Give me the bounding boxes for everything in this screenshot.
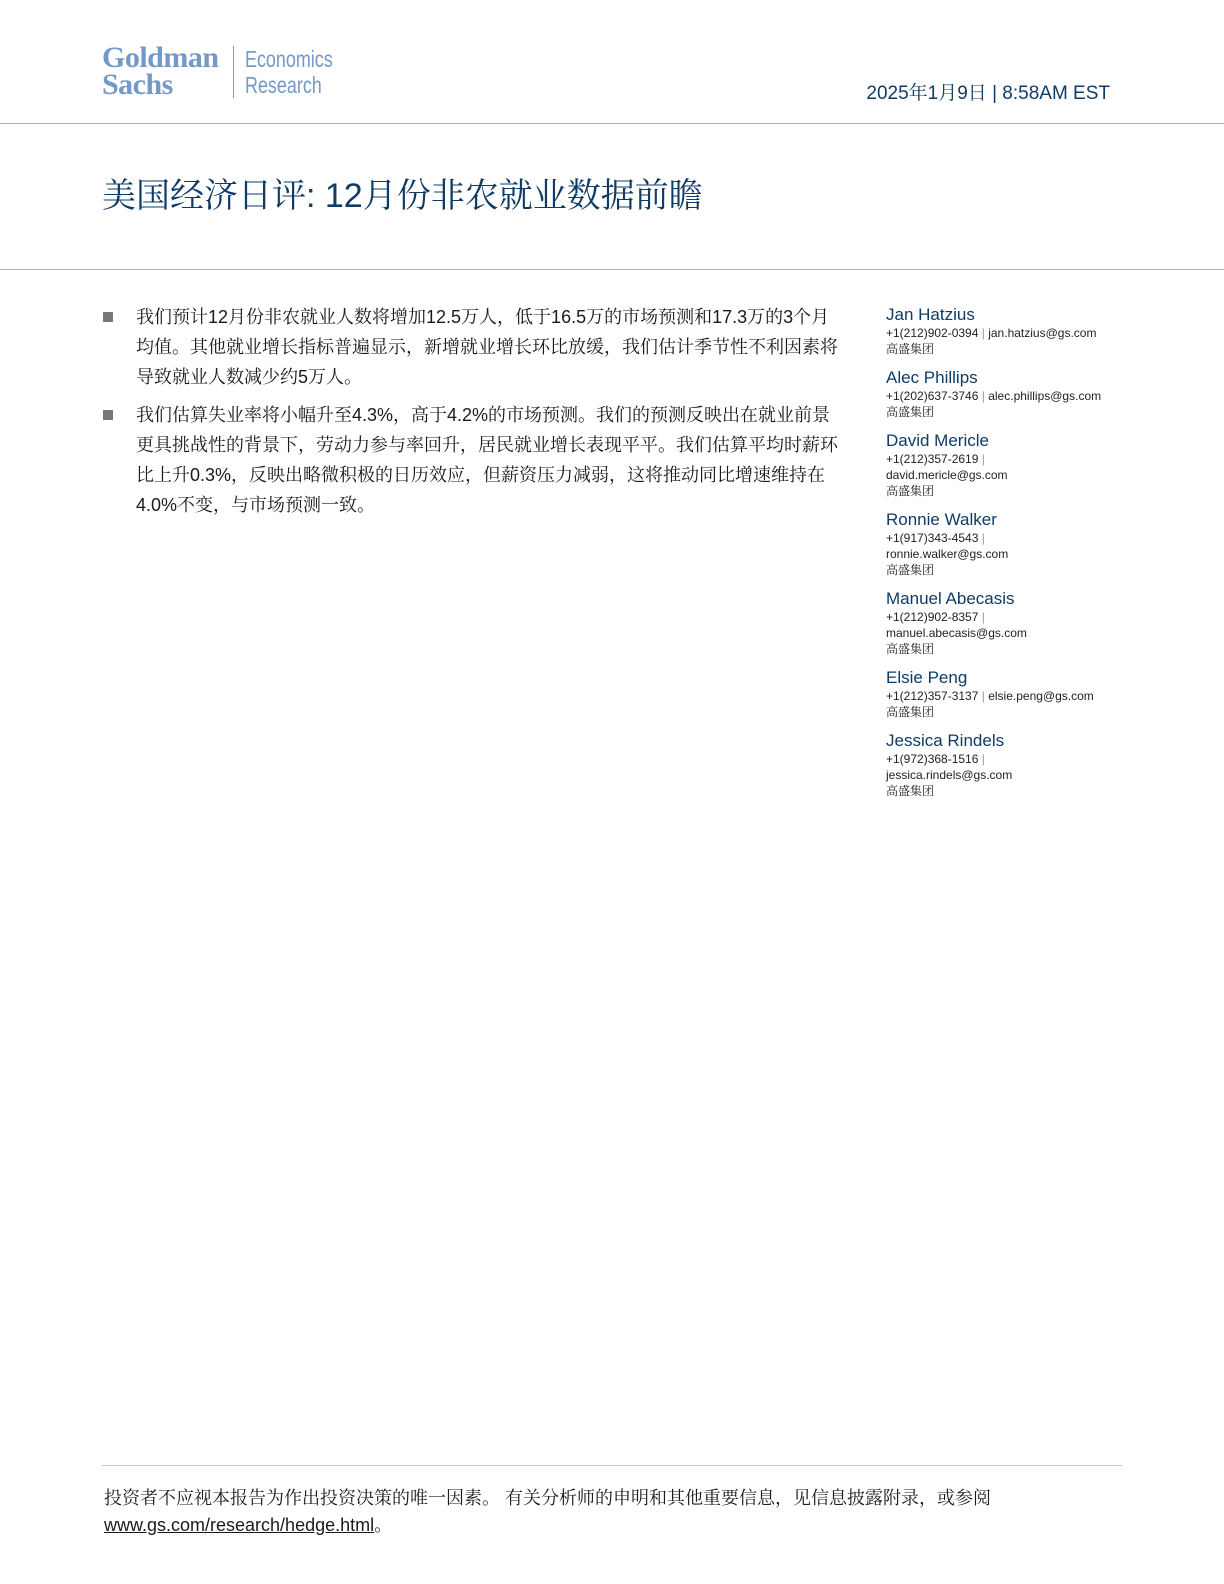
author-phone[interactable]: +1(917)343-4543 [886, 531, 979, 545]
summary-bullets [102, 302, 847, 528]
author-name[interactable]: Elsie Peng [886, 668, 968, 687]
square-bullet-icon [103, 312, 113, 322]
author-email[interactable]: manuel.abecasis@gs.com [886, 626, 1027, 640]
author-firm: 高盛集团 [886, 484, 935, 498]
author-email[interactable]: david.mericle@gs.com [886, 468, 1008, 482]
logo-line-1: Goldman [102, 41, 219, 74]
bullet-text: 我们预计12月份非农就业人数将增加12.5万人，低于16.5万的市场预测和17.3万的3个月均值。其他就业增长指标普遍显示，新增就业增长环比放缓，我们估计季节性不利因素将导致就业人数减少约5万人。 [136, 307, 838, 387]
author-firm: 高盛集团 [886, 563, 935, 577]
separator: | [978, 689, 989, 703]
author-contact [886, 589, 1126, 657]
author-email[interactable]: jessica.rindels@gs.com [886, 768, 1013, 782]
author-contact [886, 305, 1126, 357]
summary-bullet [102, 400, 847, 520]
author-firm: 高盛集团 [886, 342, 935, 356]
author-email-line [886, 767, 1126, 783]
author-contact [886, 510, 1126, 578]
author-phone[interactable]: +1(972)368-1516 [886, 752, 979, 766]
separator: | [978, 610, 985, 624]
disclosure-link[interactable]: www.gs.com/research/hedge.html [104, 1515, 375, 1535]
author-email[interactable]: alec.phillips@gs.com [988, 389, 1102, 403]
author-contact-line [886, 688, 1126, 704]
author-contact-line [886, 451, 1126, 467]
author-name[interactable]: Manuel Abecasis [886, 589, 1015, 608]
author-contact-line [886, 325, 1126, 341]
disclosure-suffix: 。 [374, 1515, 393, 1535]
author-firm: 高盛集团 [886, 705, 935, 719]
author-contact-line [886, 609, 1126, 625]
author-email[interactable]: ronnie.walker@gs.com [886, 547, 1009, 561]
author-email-line [886, 546, 1126, 562]
author-email[interactable]: jan.hatzius@gs.com [988, 326, 1097, 340]
summary-bullet [102, 302, 847, 392]
disclosure-text: 投资者不应视本报告为作出投资决策的唯一因素。 有关分析师的申明和其他重要信息，见信息披露附录，或参阅 [104, 1488, 991, 1508]
author-email-line [886, 625, 1126, 641]
author-contact [886, 731, 1126, 799]
author-phone[interactable]: +1(212)902-0394 [886, 326, 979, 340]
author-contact-line [886, 388, 1126, 404]
logo-sub-line-2: Research [245, 72, 322, 98]
logo-divider [233, 46, 234, 98]
header-divider [0, 123, 1224, 124]
author-contact-line [886, 530, 1126, 546]
separator: | [978, 531, 985, 545]
author-contact [886, 431, 1126, 499]
separator: | [978, 752, 985, 766]
disclosure-footer [104, 1485, 1124, 1539]
page-title: 美国经济日评: 12月份非农就业数据前瞻 [102, 177, 703, 215]
author-contact [886, 668, 1126, 720]
author-name[interactable]: David Mericle [886, 431, 989, 450]
square-bullet-icon [103, 410, 113, 420]
author-contact-line [886, 751, 1126, 767]
separator: | [978, 452, 985, 466]
separator: | [978, 326, 989, 340]
logo-line-2: Sachs [102, 68, 173, 101]
title-divider [0, 269, 1224, 270]
author-email[interactable]: elsie.peng@gs.com [988, 689, 1094, 703]
logo-sub-line-1: Economics [245, 46, 333, 72]
author-list [886, 305, 1126, 810]
logo-subtitle [245, 46, 333, 98]
logo-wordmark [102, 41, 219, 101]
footer-divider [102, 1465, 1122, 1466]
author-phone[interactable]: +1(212)357-3137 [886, 689, 979, 703]
separator: | [978, 389, 989, 403]
publication-date: 2025年1月9日 | 8:58AM EST [866, 83, 1110, 104]
author-name[interactable]: Alec Phillips [886, 368, 978, 387]
author-phone[interactable]: +1(212)902-8357 [886, 610, 979, 624]
author-email-line [886, 467, 1126, 483]
bullet-text: 我们估算失业率将小幅升至4.3%，高于4.2%的市场预测。我们的预测反映出在就业前景更具挑战性的背景下，劳动力参与率回升，居民就业增长表现平平。我们估算平均时薪环比上升0.3%，反映出略微积极的日历效应，但薪资压力减弱，这将推动同比增速维持在4.0%不变，与市场预测一致。 [136, 405, 838, 515]
author-name[interactable]: Ronnie Walker [886, 510, 997, 529]
author-firm: 高盛集团 [886, 642, 935, 656]
author-phone[interactable]: +1(212)357-2619 [886, 452, 979, 466]
author-firm: 高盛集团 [886, 405, 935, 419]
author-name[interactable]: Jessica Rindels [886, 731, 1005, 750]
author-contact [886, 368, 1126, 420]
author-name[interactable]: Jan Hatzius [886, 305, 975, 324]
author-phone[interactable]: +1(202)637-3746 [886, 389, 979, 403]
author-firm: 高盛集团 [886, 784, 935, 798]
